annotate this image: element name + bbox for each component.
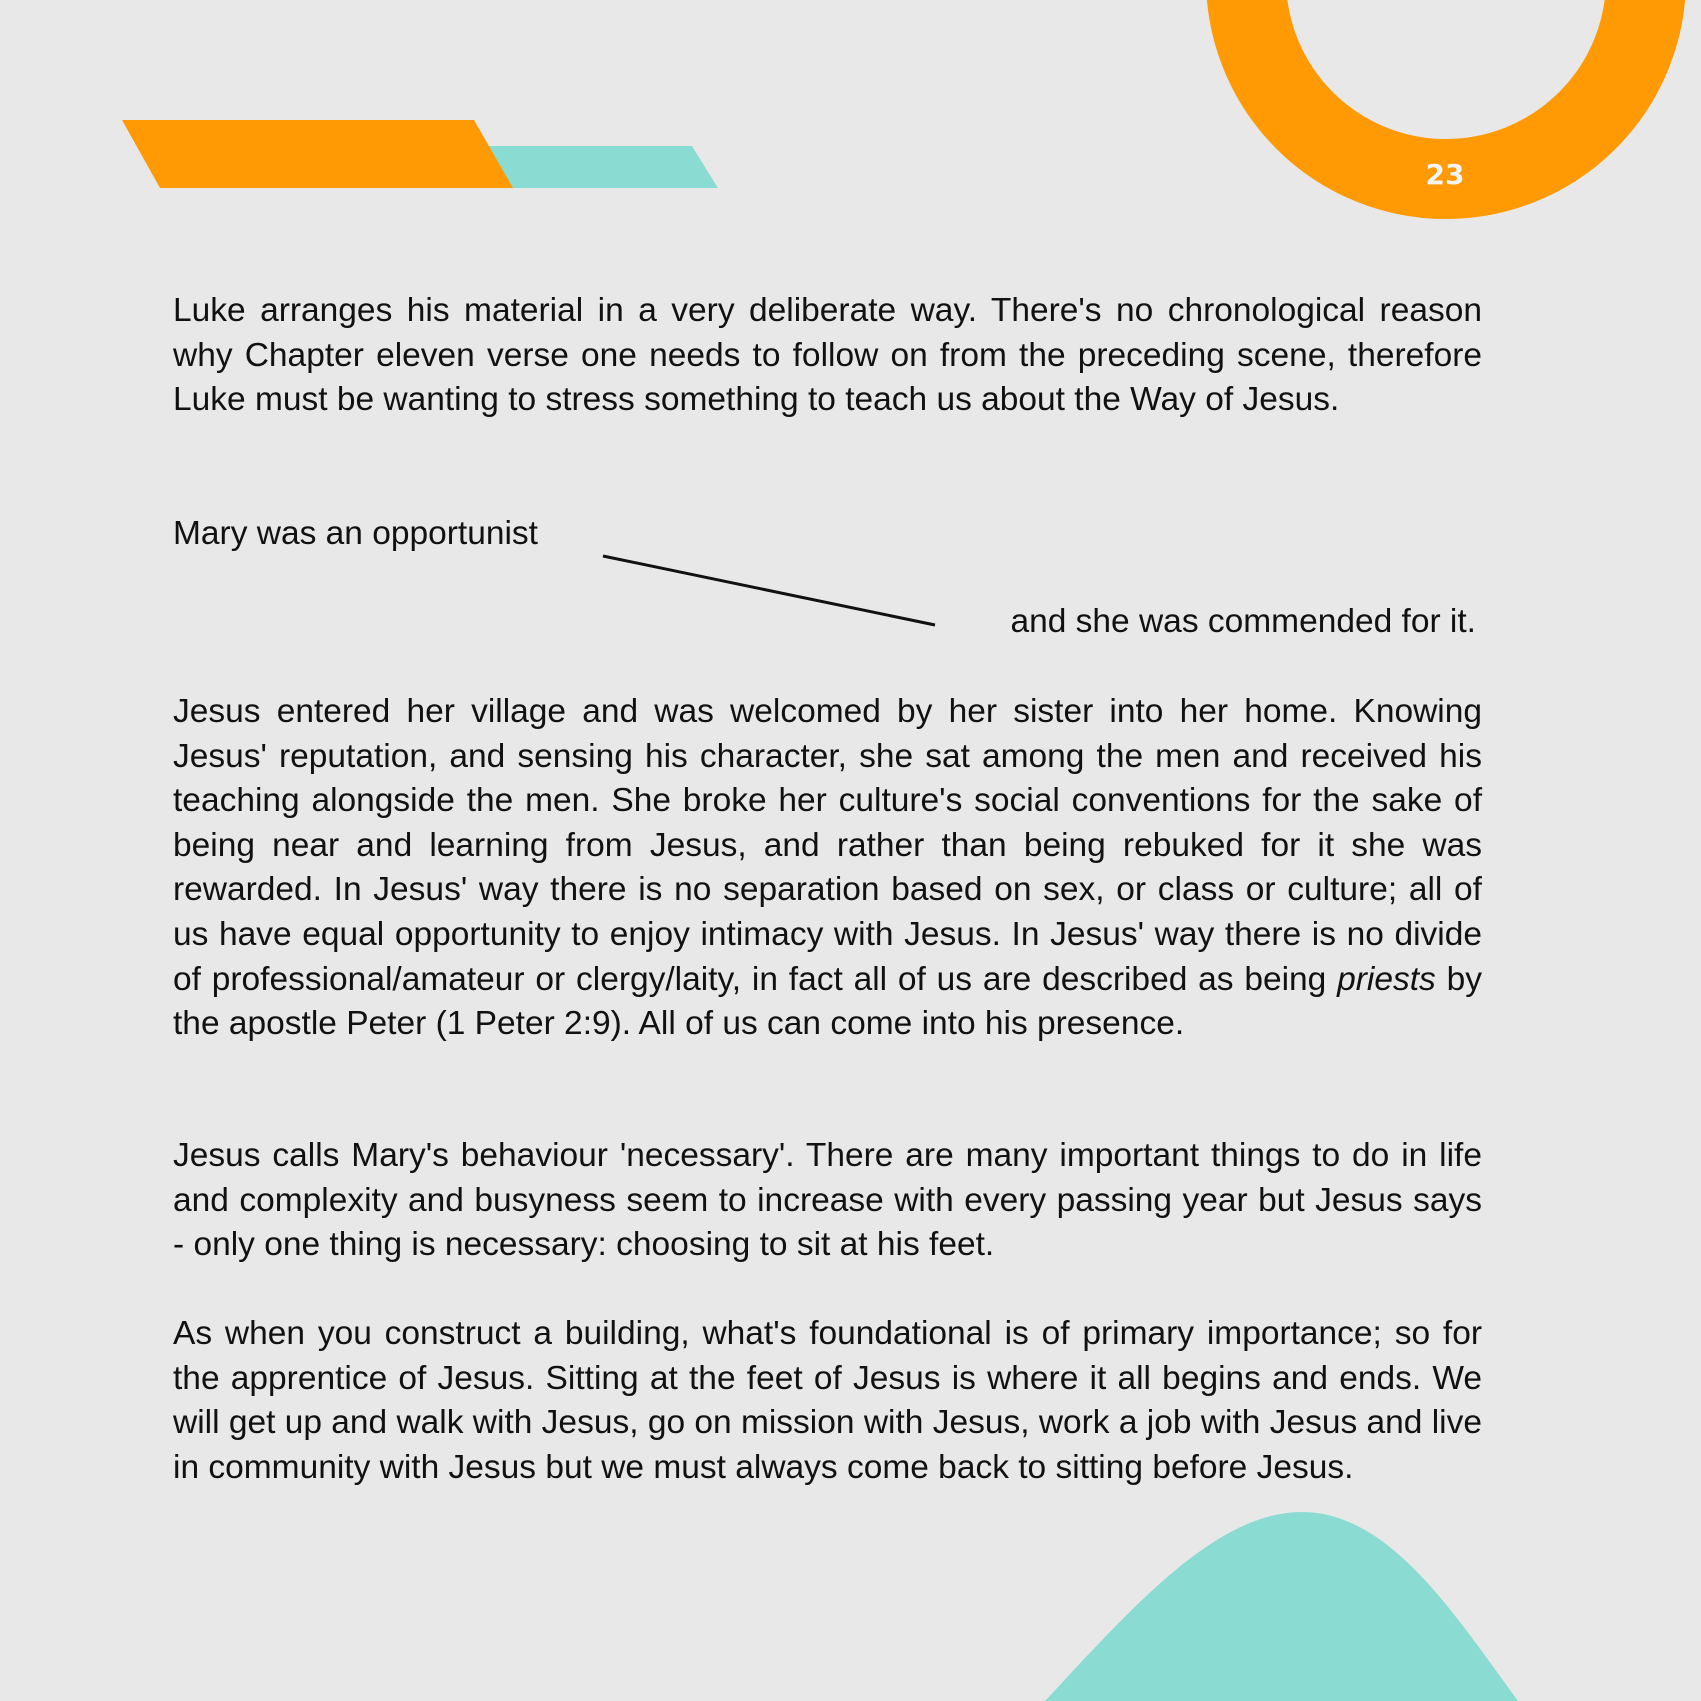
paragraph-necessary: Jesus calls Mary's behaviour 'necessary'. There are many important things to do in life and complexity and busyness seem to increase with every passing year but Jesus says - only one thing is necessary: choosing to sit at his feet. xyxy=(173,1137,1482,1264)
paragraph-text-end: by the apostle Peter (1 Peter 2:9). All of us can come into his presence. xyxy=(173,960,1482,1043)
paragraph-foundational: As when you construct a building, what's foundational is of primary importance; so for the apprentice of Jesus. Sitting at the feet of Jesus is where it all begins and ends. We will get up and walk with Jesus, go on mission with Jesus, work a job with Jesus and live in community with Jesus but we must always come back to sitting before Jesus. xyxy=(173,1315,1482,1486)
paragraph-text-start: Jesus entered her village and was welcomed by her sister into her home. Knowing Jesus' reputation, and sensing his character, she sat among the men and received his teaching alongside the men. She broke her culture's social conventions for the sake of being near and learning from Jesus, and rather than being rebuked for it she was rewarded. In Jesus' way there is no separation based on sex, or class or culture; all of us have equal opportunity to enjoy intimacy with Jesus. In Jesus' way there is no divide of professional/amateur or clergy/laity, in fact all of us are described as being xyxy=(173,693,1482,998)
callout-connector-line xyxy=(603,556,935,625)
orange-ring-shape xyxy=(1246,0,1646,179)
orange-banner-shape xyxy=(122,120,513,188)
paragraph-luke-arrangement: Luke arranges his material in a very deliberate way. There's no chronological reason why Chapter eleven verse one needs to follow on from the preceding scene, therefore Luke must be wanting to stress something to teach us about the Way of Jesus. xyxy=(173,292,1482,419)
teal-hill-shape xyxy=(1045,1512,1518,1701)
callout-commended: and she was commended for it. xyxy=(1010,603,1476,640)
page-number: 23 xyxy=(1425,158,1465,191)
paragraph-jesus-entered xyxy=(173,690,1482,1047)
callout-opportunist: Mary was an opportunist xyxy=(173,515,538,552)
italic-word-priests: priests xyxy=(1337,960,1436,998)
